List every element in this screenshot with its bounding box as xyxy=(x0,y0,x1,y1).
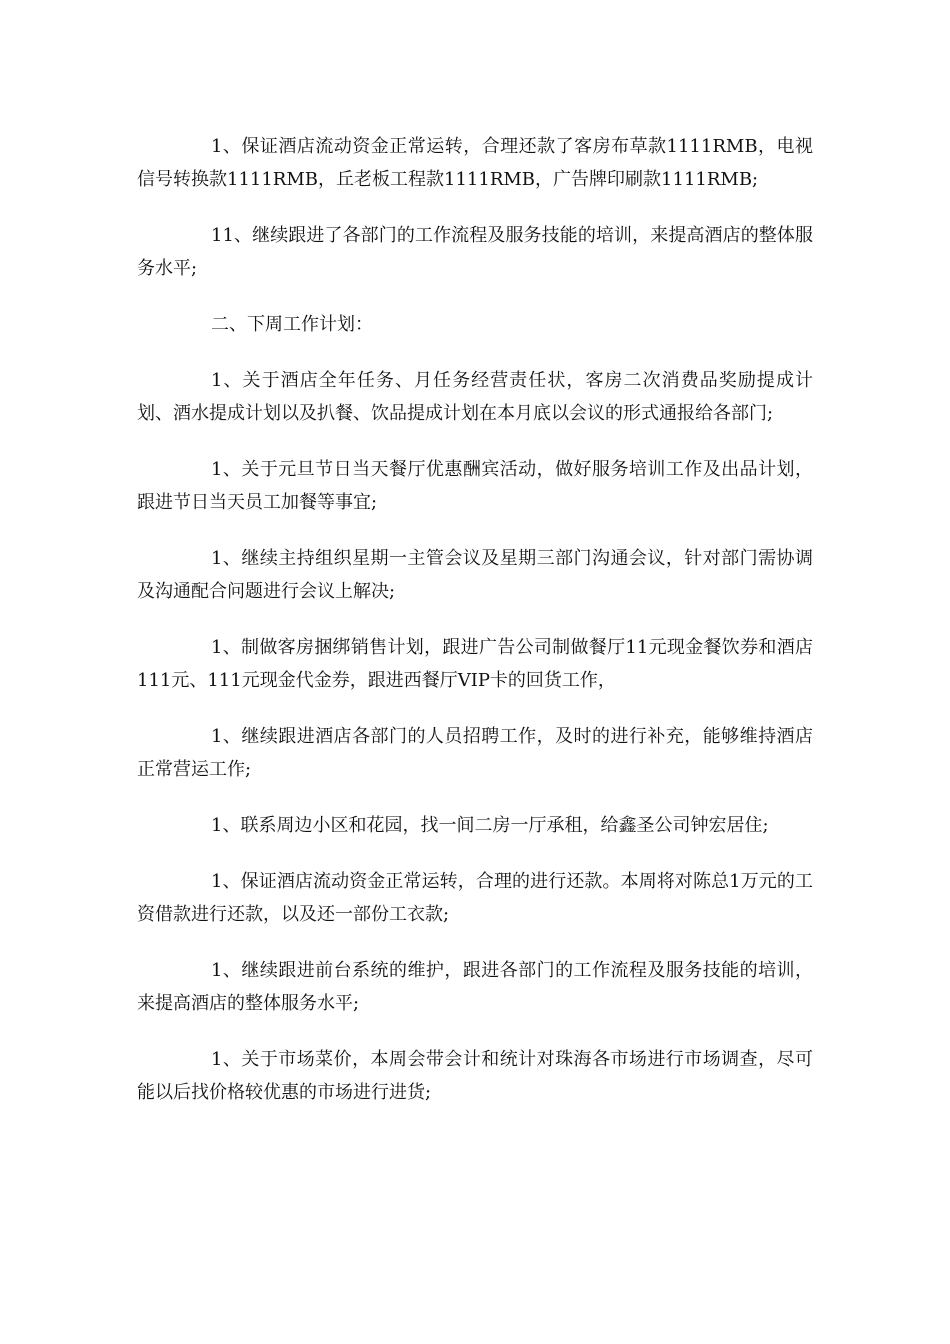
paragraph: 1、继续跟进酒店各部门的人员招聘工作，及时的进行补充，能够维持酒店正常营运工作; xyxy=(137,726,813,780)
paragraph: 11、继续跟进了各部门的工作流程及服务技能的培训，来提高酒店的整体服务水平; xyxy=(137,225,813,279)
paragraph: 1、关于市场菜价，本周会带会计和统计对珠海各市场进行市场调查，尽可能以后找价格较优惠的市场进行进货; xyxy=(137,1049,813,1103)
paragraph: 1、联系周边小区和花园，找一间二房一厅承租，给鑫圣公司钟宏居住; xyxy=(211,815,769,836)
document-body xyxy=(137,130,813,1132)
paragraph: 1、关于元旦节日当天餐厅优惠酬宾活动，做好服务培训工作及出品计划，跟进节日当天员工加餐等事宜; xyxy=(137,459,813,513)
paragraph: 1、制做客房捆绑销售计划，跟进广告公司制做餐厅11元现金餐饮券和酒店111元、111元现金代金券，跟进西餐厅VIP卡的回货工作， xyxy=(137,637,813,691)
paragraph: 1、保证酒店流动资金正常运转，合理的进行还款。本周将对陈总1万元的工资借款进行还款，以及还一部份工衣款; xyxy=(137,871,813,925)
paragraph: 1、继续跟进前台系统的维护，跟进各部门的工作流程及服务技能的培训，来提高酒店的整体服务水平; xyxy=(137,960,813,1014)
paragraph: 1、关于酒店全年任务、月任务经营责任状，客房二次消费品奖励提成计划、酒水提成计划以及扒餐、饮品提成计划在本月底以会议的形式通报给各部门; xyxy=(137,370,813,424)
paragraph: 1、继续主持组织星期一主管会议及星期三部门沟通会议，针对部门需协调及沟通配合问题进行会议上解决; xyxy=(137,548,813,602)
paragraph: 1、保证酒店流动资金正常运转，合理还款了客房布草款1111RMB，电视信号转换款1111RMB，丘老板工程款1111RMB，广告牌印刷款1111RMB; xyxy=(137,136,814,190)
section-heading: 二、下周工作计划： xyxy=(211,314,373,335)
